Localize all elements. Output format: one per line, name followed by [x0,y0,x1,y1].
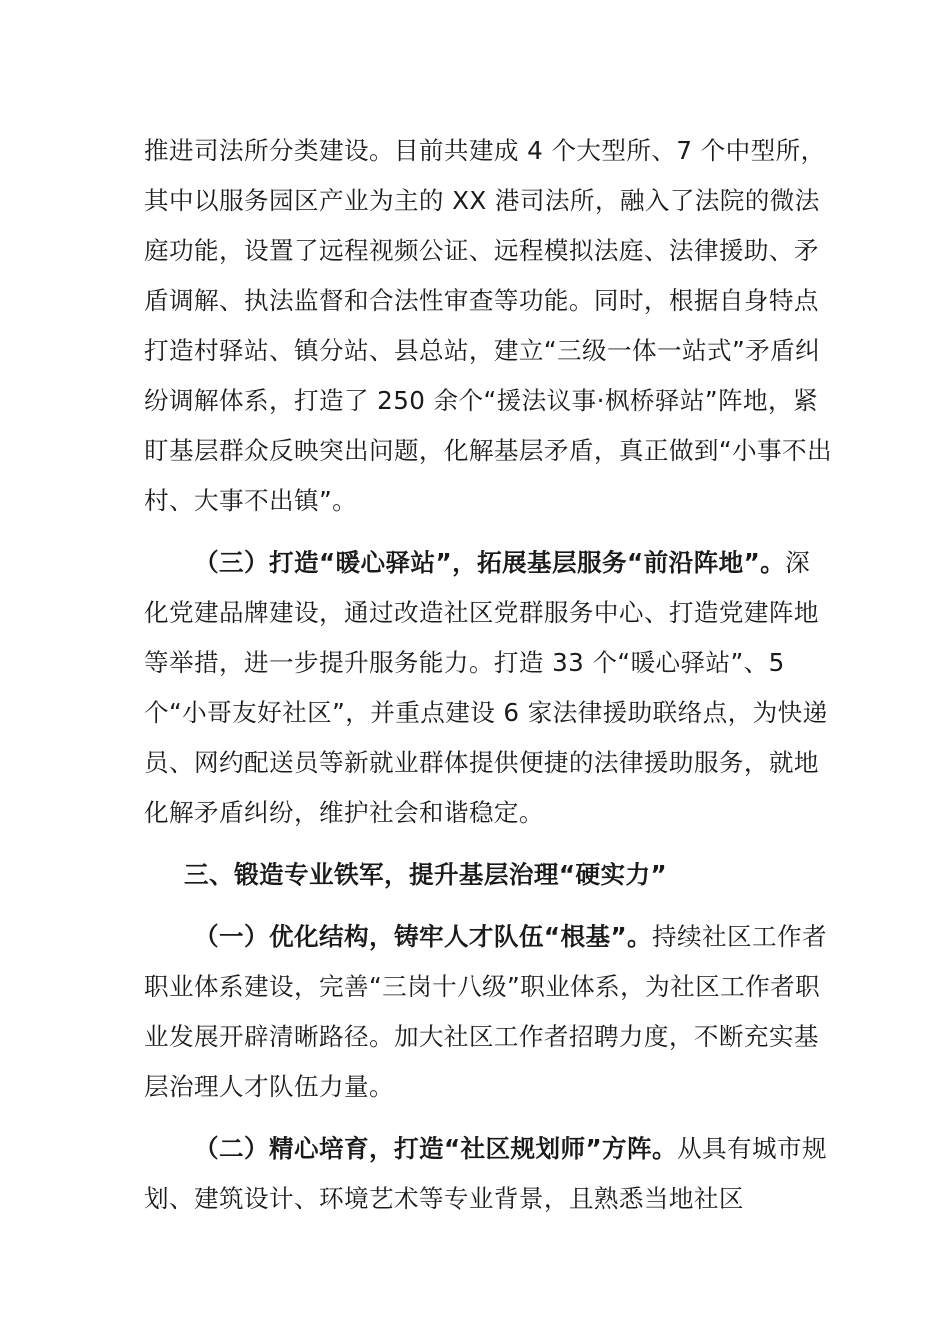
section-heading: 三、锻造专业铁军，提升基层治理“硬实力” [184,860,668,889]
paragraph-warm-station [144,538,834,838]
paragraph-judicial-office [144,126,834,526]
paragraph-title: （一）优化结构，铸牢人才队伍“根基”。 [194,922,653,951]
paragraph-text: 深化党建品牌建设，通过改造社区党群服务中心、打造党建阵地等举措，进一步提升服务能力。打造 33 个“暖心驿站”、5 个“小哥友好社区”，并重点建设 6 家法律援助联络点，为快递员、网约配送员等新就业群体提供便捷的法律援助服务，就地化解矛盾纠纷，维护社会和谐稳定。 [144,548,828,827]
paragraph-optimize-structure [144,912,834,1112]
paragraph-text: 持续社区工作者职业体系建设，完善“三岗十八级”职业体系，为社区工作者职业发展开辟清晰路径。加大社区工作者招聘力度，不断充实基层治理人才队伍力量。 [144,922,827,1101]
paragraph-title: （三）打造“暖心驿站”，拓展基层服务“前沿阵地”。 [194,548,786,577]
paragraph-text: 推进司法所分类建设。目前共建成 4 个大型所、7 个中型所，其中以服务园区产业为主的 XX 港司法所，融入了法院的微法庭功能，设置了远程视频公证、远程模拟法庭、法律援助、矛盾调解、执法监督和合法性审查等功能。同时，根据自身特点打造村驿站、镇分站、县总站，建立“三级一体一站式”矛盾纠纷调解体系，打造了 250 余个“援法议事·枫桥驿站”阵地，紧盯基层群众反映突出问题，化解基层矛盾，真正做到“小事不出村、大事不出镇”。 [144,136,832,515]
paragraph-community-planner [144,1124,834,1224]
document-body [144,126,834,1224]
paragraph-title: （二）精心培育，打造“社区规划师”方阵。 [194,1134,678,1163]
paragraph-text: 从具有城市规划、建筑设计、环境艺术等专业背景，且熟悉当地社区 [144,1134,827,1213]
